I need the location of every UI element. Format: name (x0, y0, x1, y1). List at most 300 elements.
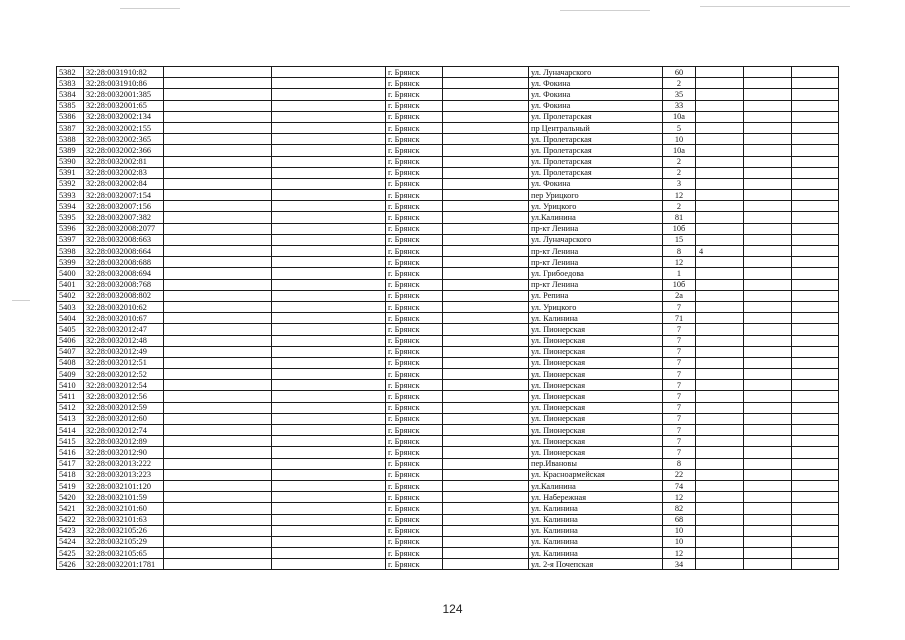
city-cell: г. Брянск (386, 559, 443, 570)
empty-cell (792, 212, 839, 223)
row-number-cell: 5400 (57, 268, 84, 279)
row-number-cell: 5404 (57, 313, 84, 324)
cadastral-number-cell: 32:28:0032012:60 (84, 413, 164, 424)
empty-cell (744, 313, 792, 324)
cadastral-number-cell: 32:28:0032010:62 (84, 301, 164, 312)
street-cell: ул. Пролетарская (529, 134, 663, 145)
street-cell: ул. Пионерская (529, 380, 663, 391)
empty-cell (744, 357, 792, 368)
row-number-cell: 5408 (57, 357, 84, 368)
cadastral-number-cell: 32:28:0032002:134 (84, 111, 164, 122)
table-row (57, 145, 839, 156)
city-cell: г. Брянск (386, 492, 443, 503)
street-cell: пр-кт Ленина (529, 257, 663, 268)
table-row (57, 369, 839, 380)
city-cell: г. Брянск (386, 391, 443, 402)
empty-cell (792, 525, 839, 536)
cadastral-number-cell: 32:28:0032012:47 (84, 324, 164, 335)
apartment-cell (696, 357, 744, 368)
empty-cell (744, 402, 792, 413)
apartment-cell (696, 425, 744, 436)
row-number-cell: 5418 (57, 469, 84, 480)
empty-cell (164, 134, 272, 145)
empty-cell (443, 67, 529, 78)
empty-cell (443, 492, 529, 503)
apartment-cell (696, 156, 744, 167)
empty-cell (744, 480, 792, 491)
empty-cell (744, 156, 792, 167)
house-number-cell: 12 (663, 257, 696, 268)
empty-cell (272, 290, 386, 301)
empty-cell (792, 503, 839, 514)
page-number: 124 (442, 602, 463, 616)
house-number-cell: 12 (663, 190, 696, 201)
empty-cell (744, 89, 792, 100)
row-number-cell: 5395 (57, 212, 84, 223)
empty-cell (744, 514, 792, 525)
street-cell: ул. Репина (529, 290, 663, 301)
table-row (57, 391, 839, 402)
table-row (57, 413, 839, 424)
street-cell: ул.Калинина (529, 212, 663, 223)
cadastral-number-cell: 32:28:0032105:26 (84, 525, 164, 536)
row-number-cell: 5393 (57, 190, 84, 201)
empty-cell (792, 335, 839, 346)
table-row (57, 503, 839, 514)
street-cell: ул. Урицкого (529, 201, 663, 212)
apartment-cell (696, 369, 744, 380)
table-row (57, 190, 839, 201)
apartment-cell (696, 122, 744, 133)
empty-cell (792, 436, 839, 447)
city-cell: г. Брянск (386, 469, 443, 480)
city-cell: г. Брянск (386, 324, 443, 335)
house-number-cell: 3 (663, 178, 696, 189)
apartment-cell (696, 458, 744, 469)
row-number-cell: 5383 (57, 78, 84, 89)
row-number-cell: 5411 (57, 391, 84, 402)
street-cell: ул. Калинина (529, 548, 663, 559)
row-number-cell: 5410 (57, 380, 84, 391)
row-number-cell: 5394 (57, 201, 84, 212)
house-number-cell: 2 (663, 156, 696, 167)
empty-cell (164, 324, 272, 335)
empty-cell (164, 525, 272, 536)
cadastral-number-cell: 32:28:0031910:82 (84, 67, 164, 78)
city-cell: г. Брянск (386, 346, 443, 357)
city-cell: г. Брянск (386, 279, 443, 290)
empty-cell (792, 413, 839, 424)
row-number-cell: 5409 (57, 369, 84, 380)
empty-cell (164, 391, 272, 402)
empty-cell (792, 279, 839, 290)
table-row (57, 178, 839, 189)
empty-cell (272, 167, 386, 178)
empty-cell (744, 268, 792, 279)
table-row (57, 111, 839, 122)
city-cell: г. Брянск (386, 145, 443, 156)
empty-cell (164, 78, 272, 89)
empty-cell (272, 324, 386, 335)
cadastral-number-cell: 32:28:0031910:86 (84, 78, 164, 89)
empty-cell (443, 402, 529, 413)
apartment-cell (696, 257, 744, 268)
empty-cell (792, 536, 839, 547)
house-number-cell: 82 (663, 503, 696, 514)
empty-cell (272, 234, 386, 245)
row-number-cell: 5407 (57, 346, 84, 357)
empty-cell (272, 78, 386, 89)
apartment-cell (696, 268, 744, 279)
house-number-cell: 2 (663, 167, 696, 178)
city-cell: г. Брянск (386, 268, 443, 279)
table-row (57, 357, 839, 368)
street-cell: ул. Пролетарская (529, 111, 663, 122)
empty-cell (272, 178, 386, 189)
apartment-cell (696, 346, 744, 357)
cadastral-number-cell: 32:28:0032012:74 (84, 425, 164, 436)
table-row (57, 134, 839, 145)
empty-cell (744, 178, 792, 189)
empty-cell (164, 492, 272, 503)
empty-cell (792, 402, 839, 413)
empty-cell (443, 380, 529, 391)
empty-cell (792, 559, 839, 570)
table-row (57, 156, 839, 167)
city-cell: г. Брянск (386, 257, 443, 268)
house-number-cell: 12 (663, 548, 696, 559)
empty-cell (792, 223, 839, 234)
empty-cell (164, 201, 272, 212)
house-number-cell: 34 (663, 559, 696, 570)
row-number-cell: 5387 (57, 122, 84, 133)
city-cell: г. Брянск (386, 201, 443, 212)
empty-cell (792, 458, 839, 469)
street-cell: ул. Красноармейская (529, 469, 663, 480)
empty-cell (443, 257, 529, 268)
row-number-cell: 5403 (57, 301, 84, 312)
cadastral-number-cell: 32:28:0032101:63 (84, 514, 164, 525)
house-number-cell: 8 (663, 246, 696, 257)
cadastral-number-cell: 32:28:0032007:156 (84, 201, 164, 212)
row-number-cell: 5415 (57, 436, 84, 447)
empty-cell (443, 279, 529, 290)
table-row (57, 78, 839, 89)
empty-cell (792, 290, 839, 301)
city-cell: г. Брянск (386, 335, 443, 346)
house-number-cell: 2а (663, 290, 696, 301)
empty-cell (744, 536, 792, 547)
row-number-cell: 5388 (57, 134, 84, 145)
apartment-cell (696, 234, 744, 245)
row-number-cell: 5392 (57, 178, 84, 189)
empty-cell (744, 503, 792, 514)
house-number-cell: 7 (663, 301, 696, 312)
empty-cell (443, 525, 529, 536)
empty-cell (272, 492, 386, 503)
empty-cell (792, 301, 839, 312)
street-cell: пр-кт Ленина (529, 246, 663, 257)
empty-cell (792, 469, 839, 480)
house-number-cell: 7 (663, 402, 696, 413)
empty-cell (792, 134, 839, 145)
house-number-cell: 7 (663, 391, 696, 402)
city-cell: г. Брянск (386, 100, 443, 111)
apartment-cell (696, 190, 744, 201)
empty-cell (164, 67, 272, 78)
street-cell: ул. Набережная (529, 492, 663, 503)
empty-cell (272, 156, 386, 167)
apartment-cell (696, 402, 744, 413)
house-number-cell: 2 (663, 78, 696, 89)
empty-cell (443, 190, 529, 201)
table-row (57, 436, 839, 447)
city-cell: г. Брянск (386, 89, 443, 100)
empty-cell (272, 425, 386, 436)
house-number-cell: 7 (663, 346, 696, 357)
cadastral-number-cell: 32:28:0032008:688 (84, 257, 164, 268)
cadastral-number-cell: 32:28:0032012:56 (84, 391, 164, 402)
cadastral-number-cell: 32:28:0032101:59 (84, 492, 164, 503)
empty-cell (443, 111, 529, 122)
cadastral-number-cell: 32:28:0032101:120 (84, 480, 164, 491)
row-number-cell: 5397 (57, 234, 84, 245)
city-cell: г. Брянск (386, 503, 443, 514)
house-number-cell: 7 (663, 436, 696, 447)
empty-cell (272, 514, 386, 525)
empty-cell (792, 380, 839, 391)
row-number-cell: 5389 (57, 145, 84, 156)
table-row (57, 234, 839, 245)
city-cell: г. Брянск (386, 480, 443, 491)
apartment-cell (696, 391, 744, 402)
cadastral-number-cell: 32:28:0032012:89 (84, 436, 164, 447)
row-number-cell: 5405 (57, 324, 84, 335)
table-row (57, 223, 839, 234)
empty-cell (443, 246, 529, 257)
cadastral-number-cell: 32:28:0032012:49 (84, 346, 164, 357)
empty-cell (792, 480, 839, 491)
empty-cell (272, 190, 386, 201)
street-cell: ул. Пионерская (529, 425, 663, 436)
cadastral-number-cell: 32:28:0032012:54 (84, 380, 164, 391)
empty-cell (164, 156, 272, 167)
empty-cell (164, 514, 272, 525)
house-number-cell: 10 (663, 525, 696, 536)
empty-cell (443, 346, 529, 357)
house-number-cell: 12 (663, 492, 696, 503)
empty-cell (443, 391, 529, 402)
empty-cell (272, 279, 386, 290)
empty-cell (792, 357, 839, 368)
table-row (57, 201, 839, 212)
cadastral-number-cell: 32:28:0032008:664 (84, 246, 164, 257)
house-number-cell: 33 (663, 100, 696, 111)
table-row (57, 290, 839, 301)
street-cell: ул. Калинина (529, 525, 663, 536)
empty-cell (443, 313, 529, 324)
empty-cell (164, 246, 272, 257)
cadastral-number-cell: 32:28:0032002:365 (84, 134, 164, 145)
empty-cell (744, 246, 792, 257)
street-cell: пер Урицкого (529, 190, 663, 201)
empty-cell (272, 559, 386, 570)
apartment-cell (696, 514, 744, 525)
cadastral-number-cell: 32:28:0032012:59 (84, 402, 164, 413)
empty-cell (792, 324, 839, 335)
city-cell: г. Брянск (386, 134, 443, 145)
empty-cell (164, 447, 272, 458)
table-row (57, 67, 839, 78)
table-row (57, 492, 839, 503)
house-number-cell: 7 (663, 369, 696, 380)
street-cell: ул. Пионерская (529, 436, 663, 447)
apartment-cell (696, 100, 744, 111)
cadastral-number-cell: 32:28:0032008:2077 (84, 223, 164, 234)
street-cell: ул. Фокина (529, 89, 663, 100)
empty-cell (272, 447, 386, 458)
empty-cell (792, 425, 839, 436)
empty-cell (744, 369, 792, 380)
table-row (57, 100, 839, 111)
empty-cell (443, 223, 529, 234)
row-number-cell: 5402 (57, 290, 84, 301)
empty-cell (744, 145, 792, 156)
empty-cell (443, 234, 529, 245)
table-row (57, 122, 839, 133)
empty-cell (272, 413, 386, 424)
empty-cell (443, 324, 529, 335)
empty-cell (744, 134, 792, 145)
empty-cell (792, 100, 839, 111)
apartment-cell (696, 111, 744, 122)
empty-cell (272, 268, 386, 279)
street-cell: ул. Луначарского (529, 67, 663, 78)
empty-cell (443, 145, 529, 156)
house-number-cell: 7 (663, 447, 696, 458)
house-number-cell: 7 (663, 425, 696, 436)
row-number-cell: 5416 (57, 447, 84, 458)
table-row (57, 514, 839, 525)
cadastral-number-cell: 32:28:0032008:802 (84, 290, 164, 301)
empty-cell (164, 458, 272, 469)
apartment-cell (696, 548, 744, 559)
empty-cell (164, 89, 272, 100)
city-cell: г. Брянск (386, 246, 443, 257)
table-row (57, 167, 839, 178)
cadastral-number-cell: 32:28:0032007:382 (84, 212, 164, 223)
empty-cell (164, 436, 272, 447)
apartment-cell (696, 89, 744, 100)
cadastral-number-cell: 32:28:0032013:222 (84, 458, 164, 469)
empty-cell (164, 548, 272, 559)
apartment-cell (696, 525, 744, 536)
empty-cell (744, 257, 792, 268)
cadastral-number-cell: 32:28:0032012:48 (84, 335, 164, 346)
empty-cell (443, 100, 529, 111)
street-cell: ул. 2-я Почепская (529, 559, 663, 570)
apartment-cell (696, 67, 744, 78)
empty-cell (164, 402, 272, 413)
empty-cell (744, 469, 792, 480)
cadastral-number-cell: 32:28:0032007:154 (84, 190, 164, 201)
table-row (57, 257, 839, 268)
empty-cell (164, 234, 272, 245)
empty-cell (744, 234, 792, 245)
empty-cell (272, 313, 386, 324)
apartment-cell (696, 290, 744, 301)
empty-cell (792, 492, 839, 503)
empty-cell (272, 436, 386, 447)
empty-cell (792, 122, 839, 133)
table-row (57, 301, 839, 312)
table-row (57, 212, 839, 223)
row-number-cell: 5386 (57, 111, 84, 122)
street-cell: ул. Пролетарская (529, 145, 663, 156)
apartment-cell: 4 (696, 246, 744, 257)
empty-cell (272, 212, 386, 223)
empty-cell (164, 313, 272, 324)
empty-cell (443, 212, 529, 223)
empty-cell (443, 447, 529, 458)
table-row (57, 559, 839, 570)
empty-cell (744, 413, 792, 424)
empty-cell (272, 89, 386, 100)
empty-cell (792, 369, 839, 380)
empty-cell (164, 536, 272, 547)
city-cell: г. Брянск (386, 436, 443, 447)
house-number-cell: 35 (663, 89, 696, 100)
cadastral-number-cell: 32:28:0032012:51 (84, 357, 164, 368)
apartment-cell (696, 201, 744, 212)
row-number-cell: 5421 (57, 503, 84, 514)
city-cell: г. Брянск (386, 156, 443, 167)
street-cell: ул.Калинина (529, 480, 663, 491)
scan-artifact (560, 10, 650, 11)
empty-cell (272, 380, 386, 391)
street-cell: ул. Пионерская (529, 369, 663, 380)
empty-cell (272, 122, 386, 133)
street-cell: ул. Пролетарская (529, 167, 663, 178)
empty-cell (164, 190, 272, 201)
house-number-cell: 8 (663, 458, 696, 469)
empty-cell (744, 335, 792, 346)
empty-cell (272, 469, 386, 480)
city-cell: г. Брянск (386, 447, 443, 458)
empty-cell (272, 369, 386, 380)
empty-cell (164, 100, 272, 111)
house-number-cell: 7 (663, 413, 696, 424)
empty-cell (744, 201, 792, 212)
table-row (57, 525, 839, 536)
row-number-cell: 5398 (57, 246, 84, 257)
empty-cell (272, 458, 386, 469)
city-cell: г. Брянск (386, 402, 443, 413)
apartment-cell (696, 279, 744, 290)
cadastral-number-cell: 32:28:0032002:84 (84, 178, 164, 189)
table-row (57, 89, 839, 100)
row-number-cell: 5414 (57, 425, 84, 436)
row-number-cell: 5385 (57, 100, 84, 111)
row-number-cell: 5419 (57, 480, 84, 491)
city-cell: г. Брянск (386, 413, 443, 424)
house-number-cell: 7 (663, 357, 696, 368)
house-number-cell: 10 (663, 536, 696, 547)
row-number-cell: 5412 (57, 402, 84, 413)
table-row (57, 447, 839, 458)
city-cell: г. Брянск (386, 525, 443, 536)
house-number-cell: 10а (663, 145, 696, 156)
